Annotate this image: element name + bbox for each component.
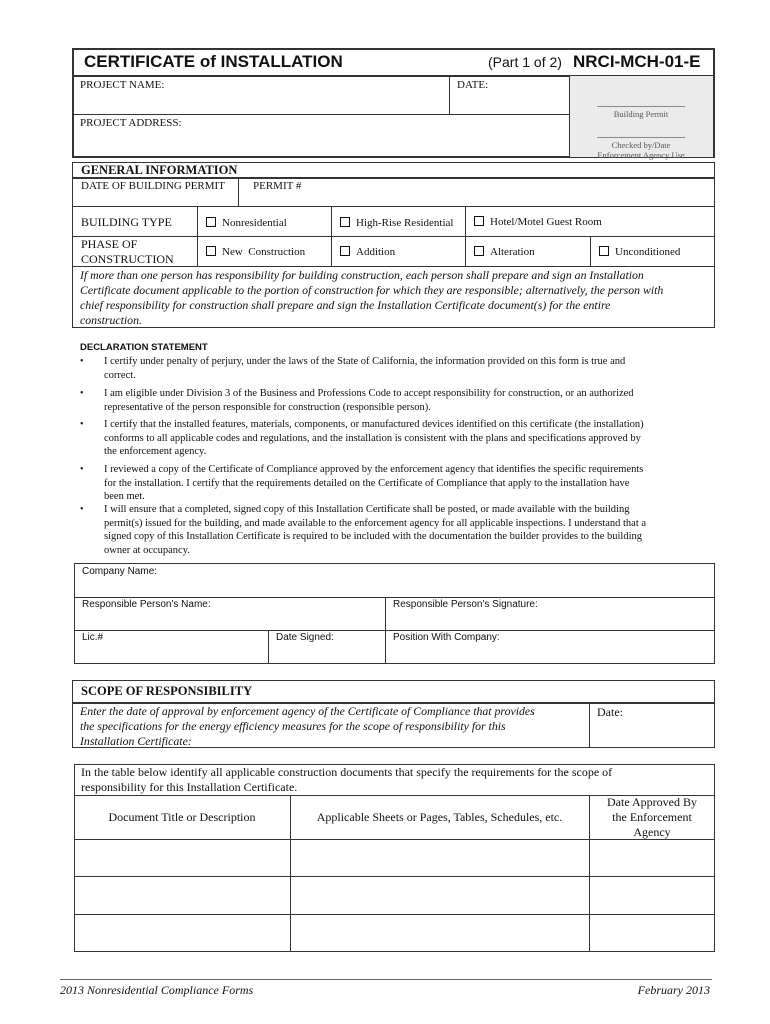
declaration-line: correct. <box>104 369 136 381</box>
date-of-permit-label: DATE OF BUILDING PERMIT <box>81 180 225 192</box>
row-rule <box>72 266 715 267</box>
date-signed-label: Date Signed: <box>276 632 334 643</box>
permit-number-field[interactable] <box>240 192 714 206</box>
option-label: Hotel/Motel Guest Room <box>490 216 602 228</box>
col-rule <box>590 236 591 266</box>
declaration-line: I certify that the installed features, materials, components, or manufactured devices identified on this certificate (the installation) <box>104 419 644 430</box>
company-name-label: Company Name: <box>82 566 158 577</box>
project-date-field[interactable] <box>452 91 566 113</box>
bullet: • <box>80 419 84 430</box>
checkbox-icon[interactable] <box>340 246 350 256</box>
checkbox-icon[interactable] <box>206 246 216 256</box>
checkbox-icon[interactable] <box>474 216 484 226</box>
declaration-item-1 <box>104 355 700 382</box>
checkbox-icon[interactable] <box>206 217 216 227</box>
row-rule <box>72 206 715 207</box>
option-label: Nonresidential <box>222 217 287 229</box>
form-part: (Part 1 of 2) <box>488 54 562 70</box>
footer-left: 2013 Nonresidential Compliance Forms <box>60 983 254 997</box>
checkbox-icon[interactable] <box>474 246 484 256</box>
declaration-line: I certify under penalty of perjury, under the laws of the State of California, the information provided on this form is true and <box>104 356 626 367</box>
scope-instruction <box>80 704 590 749</box>
bullet: • <box>80 388 84 399</box>
instruction-line: Installation Certificate: <box>80 734 192 748</box>
declaration-line: conforms to all applicable codes and regulations, and the installation is consistent with the plans and specifications approved by <box>104 432 641 444</box>
declaration-item-2 <box>104 387 700 414</box>
note-line: Certificate document applicable to the portion of construction for which they are responsible; alternatively, the person with <box>80 283 664 297</box>
scope-date-field[interactable] <box>591 720 713 746</box>
declaration-line: owner at occupancy. <box>104 544 190 556</box>
header-line: Date Approved By <box>607 795 697 809</box>
building-type-hotel[interactable] <box>474 216 602 228</box>
option-label: New Construction <box>222 246 306 258</box>
declaration-line: the enforcement agency. <box>104 446 207 457</box>
project-name-label: PROJECT NAME: <box>80 79 165 91</box>
note-line: chief responsibility for construction shall prepare and sign the Installation Certificate document(s) for the entire <box>80 298 611 312</box>
checkbox-icon[interactable] <box>599 246 609 256</box>
license-number-label: Lic.# <box>82 632 104 643</box>
form-code: NRCI-MCH-01-E <box>573 52 701 71</box>
declaration-line: representative of the person responsible for construction (responsible person). <box>104 401 431 413</box>
declaration-line: been met. <box>104 491 145 502</box>
responsible-name-field[interactable] <box>76 611 383 629</box>
date-signed-field[interactable] <box>270 644 383 662</box>
checked-by-line <box>597 137 685 138</box>
documents-intro <box>81 765 711 795</box>
phase-addition[interactable] <box>340 246 395 258</box>
row-rule <box>74 914 715 915</box>
phase-unconditioned[interactable] <box>599 246 680 258</box>
permit-number-label: PERMIT # <box>253 180 302 192</box>
column-header-sheets: Applicable Sheets or Pages, Tables, Schedules, etc. <box>316 810 563 824</box>
declaration-line: signed copy of this Installation Certificate is required to be included with the documentation the builder provides to the building <box>104 531 643 542</box>
responsibility-note <box>80 268 712 328</box>
column-header-title: Document Title or Description <box>108 810 256 824</box>
option-label: Unconditioned <box>615 246 681 258</box>
scope-heading: SCOPE OF RESPONSIBILITY <box>81 684 253 698</box>
building-type-label: BUILDING TYPE <box>81 215 172 229</box>
project-address-label: PROJECT ADDRESS: <box>80 117 182 129</box>
phase-new-construction[interactable] <box>206 246 305 258</box>
responsible-name-label: Responsible Person's Name: <box>82 599 211 610</box>
checked-by-label: Checked by/Date <box>611 140 671 150</box>
building-permit-line <box>597 106 685 107</box>
table-row[interactable] <box>76 878 713 913</box>
project-address-field[interactable] <box>74 130 568 156</box>
declaration-item-5 <box>104 503 700 557</box>
declaration-line: I reviewed a copy of the Certificate of Compliance approved by the enforcement agency that identifies the specific requirements <box>104 464 644 475</box>
table-row[interactable] <box>76 841 713 875</box>
note-line: construction. <box>80 313 142 327</box>
position-label: Position With Company: <box>393 632 500 643</box>
general-heading-rule <box>72 177 715 179</box>
general-info-heading: GENERAL INFORMATION <box>81 163 238 177</box>
declaration-heading: DECLARATION STATEMENT <box>80 342 208 353</box>
phase-label-1: PHASE OF <box>81 237 138 251</box>
permit-divider <box>238 178 239 206</box>
instruction-line: the specifications for the energy efficiency measures for the scope of responsibility for this <box>80 719 506 733</box>
building-permit-label: Building Permit <box>613 109 669 119</box>
row-rule <box>74 876 715 877</box>
header-line: the Enforcement <box>612 810 692 824</box>
row-rule <box>74 630 715 631</box>
building-type-high-rise[interactable] <box>340 217 453 229</box>
intro-line: In the table below identify all applicable construction documents that specify the requirements for the scope of <box>81 765 613 779</box>
column-header-date-approved <box>589 795 715 840</box>
declaration-line: for the installation. I certify that the requirements detailed on the Certificate of Compliance that apply to the installation have <box>104 477 630 489</box>
row-rule <box>74 597 715 598</box>
project-row-divider <box>72 114 569 115</box>
project-name-field[interactable] <box>74 91 448 113</box>
license-number-field[interactable] <box>76 644 266 662</box>
checkbox-icon[interactable] <box>340 217 350 227</box>
project-date-label: DATE: <box>457 79 489 91</box>
bullet: • <box>80 356 84 367</box>
declaration-item-3 <box>104 418 700 459</box>
declaration-line: I am eligible under Division 3 of the Business and Professions Code to accept responsibility for construction, or an authorized <box>104 388 634 399</box>
col-rule <box>268 630 269 664</box>
note-line: If more than one person has responsibility for building construction, each person shall prepare and sign an Installation <box>80 268 644 282</box>
declaration-line: permit(s) issued for the building, and made available to the enforcement agency for all applicable inspections. I understand that a <box>104 517 647 529</box>
option-label: Addition <box>356 246 396 258</box>
building-type-nonresidential[interactable] <box>206 217 287 229</box>
bullet: • <box>80 464 84 475</box>
responsible-signature-field[interactable] <box>387 611 713 629</box>
date-divider <box>449 76 450 114</box>
form-title: CERTIFICATE of INSTALLATION <box>84 52 343 71</box>
footer-right: February 2013 <box>637 983 710 997</box>
option-label: Alteration <box>490 246 535 258</box>
declaration-line: I will ensure that a completed, signed copy of this Installation Certificate shall be posted, or made available with the building <box>104 504 630 515</box>
table-row[interactable] <box>76 916 713 951</box>
option-label: High-Rise Residential <box>356 217 454 229</box>
declaration-item-4 <box>104 463 700 504</box>
header-line: Agency <box>633 825 671 839</box>
phase-alteration[interactable] <box>474 246 535 258</box>
scope-date-label: Date: <box>597 705 623 719</box>
responsible-signature-label: Responsible Person's Signature: <box>393 599 538 610</box>
row-rule <box>72 236 715 237</box>
footer-rule <box>60 979 712 980</box>
company-name-field[interactable] <box>76 578 713 596</box>
position-field[interactable] <box>387 644 713 662</box>
instruction-line: Enter the date of approval by enforcement agency of the Certificate of Compliance that provides <box>80 704 535 718</box>
intro-line: responsibility for this Installation Certificate. <box>81 780 298 794</box>
enforcement-use-label: Enforcement Agency Use <box>597 150 685 160</box>
col-rule <box>589 703 590 748</box>
phase-label-2: CONSTRUCTION <box>81 252 174 266</box>
bullet: • <box>80 504 84 515</box>
row-rule <box>74 839 715 840</box>
